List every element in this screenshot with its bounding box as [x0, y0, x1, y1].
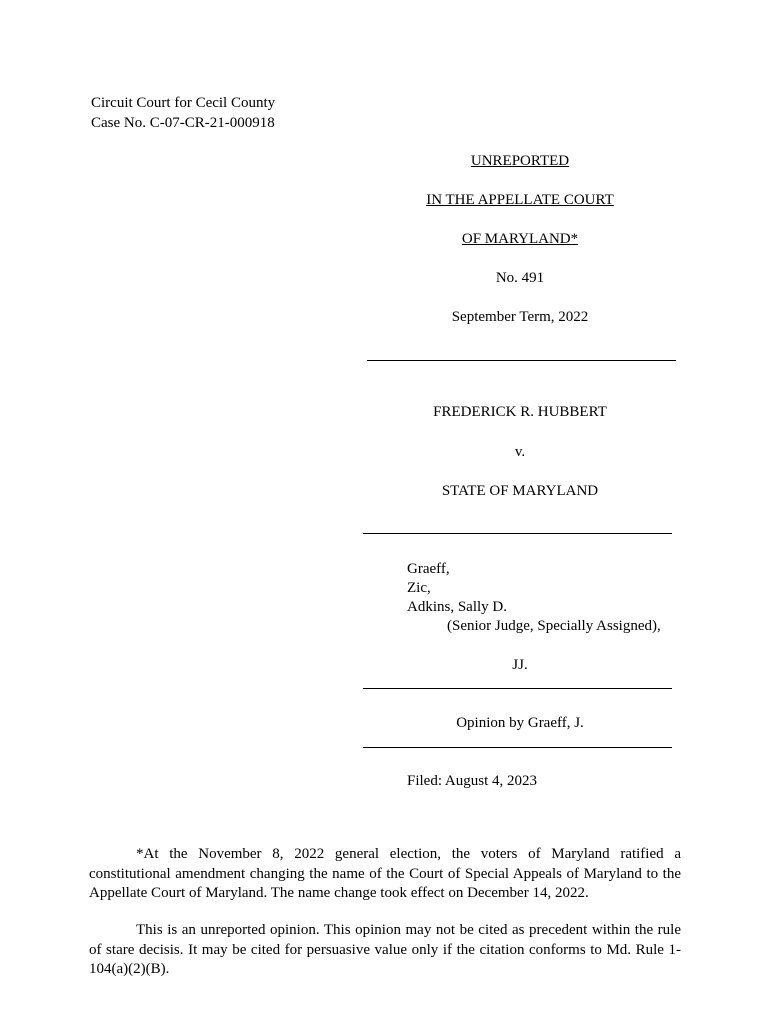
appellee-name: STATE OF MARYLAND	[441, 483, 599, 499]
separator-rule	[363, 688, 672, 689]
appeal-number: No. 491	[495, 270, 545, 286]
separator-rule	[367, 360, 676, 361]
case-number: Case No. C-07-CR-21-000918	[91, 115, 275, 131]
disclaimer: This is an unreported opinion. This opinion may not be cited as precedent within the rule of stare decisis. It may be cited for persuasive value only if the citation conforms to Md. Rule 1-104(a)(2)(B).	[89, 922, 681, 977]
panel-judge: Zic,	[407, 580, 431, 596]
unreported-heading: UNREPORTED	[470, 153, 570, 169]
panel-judge: Graeff,	[407, 561, 450, 577]
appellant-name: FREDERICK R. HUBBERT	[433, 404, 607, 420]
panel-judge-note: (Senior Judge, Specially Assigned),	[447, 618, 661, 634]
versus: v.	[514, 444, 526, 460]
lower-court-name: Circuit Court for Cecil County	[91, 95, 276, 111]
judges-suffix: JJ.	[512, 657, 528, 673]
separator-rule	[363, 533, 672, 534]
panel-judge: Adkins, Sally D.	[407, 599, 508, 615]
footnote: *At the November 8, 2022 general election, the voters of Maryland ratified a constitutional amendment changing the name of the Court of Special Appeals of Maryland to the Appellate Court of Maryland. The name change took effect on December 14, 2022.	[89, 846, 681, 901]
opinion-author: Opinion by Graeff, J.	[456, 715, 584, 731]
filed-date: Filed: August 4, 2023	[407, 773, 538, 789]
separator-rule	[363, 747, 672, 748]
court-name-line2: OF MARYLAND*	[461, 231, 579, 247]
court-name-line1: IN THE APPELLATE COURT	[426, 192, 614, 208]
term: September Term, 2022	[451, 309, 589, 325]
